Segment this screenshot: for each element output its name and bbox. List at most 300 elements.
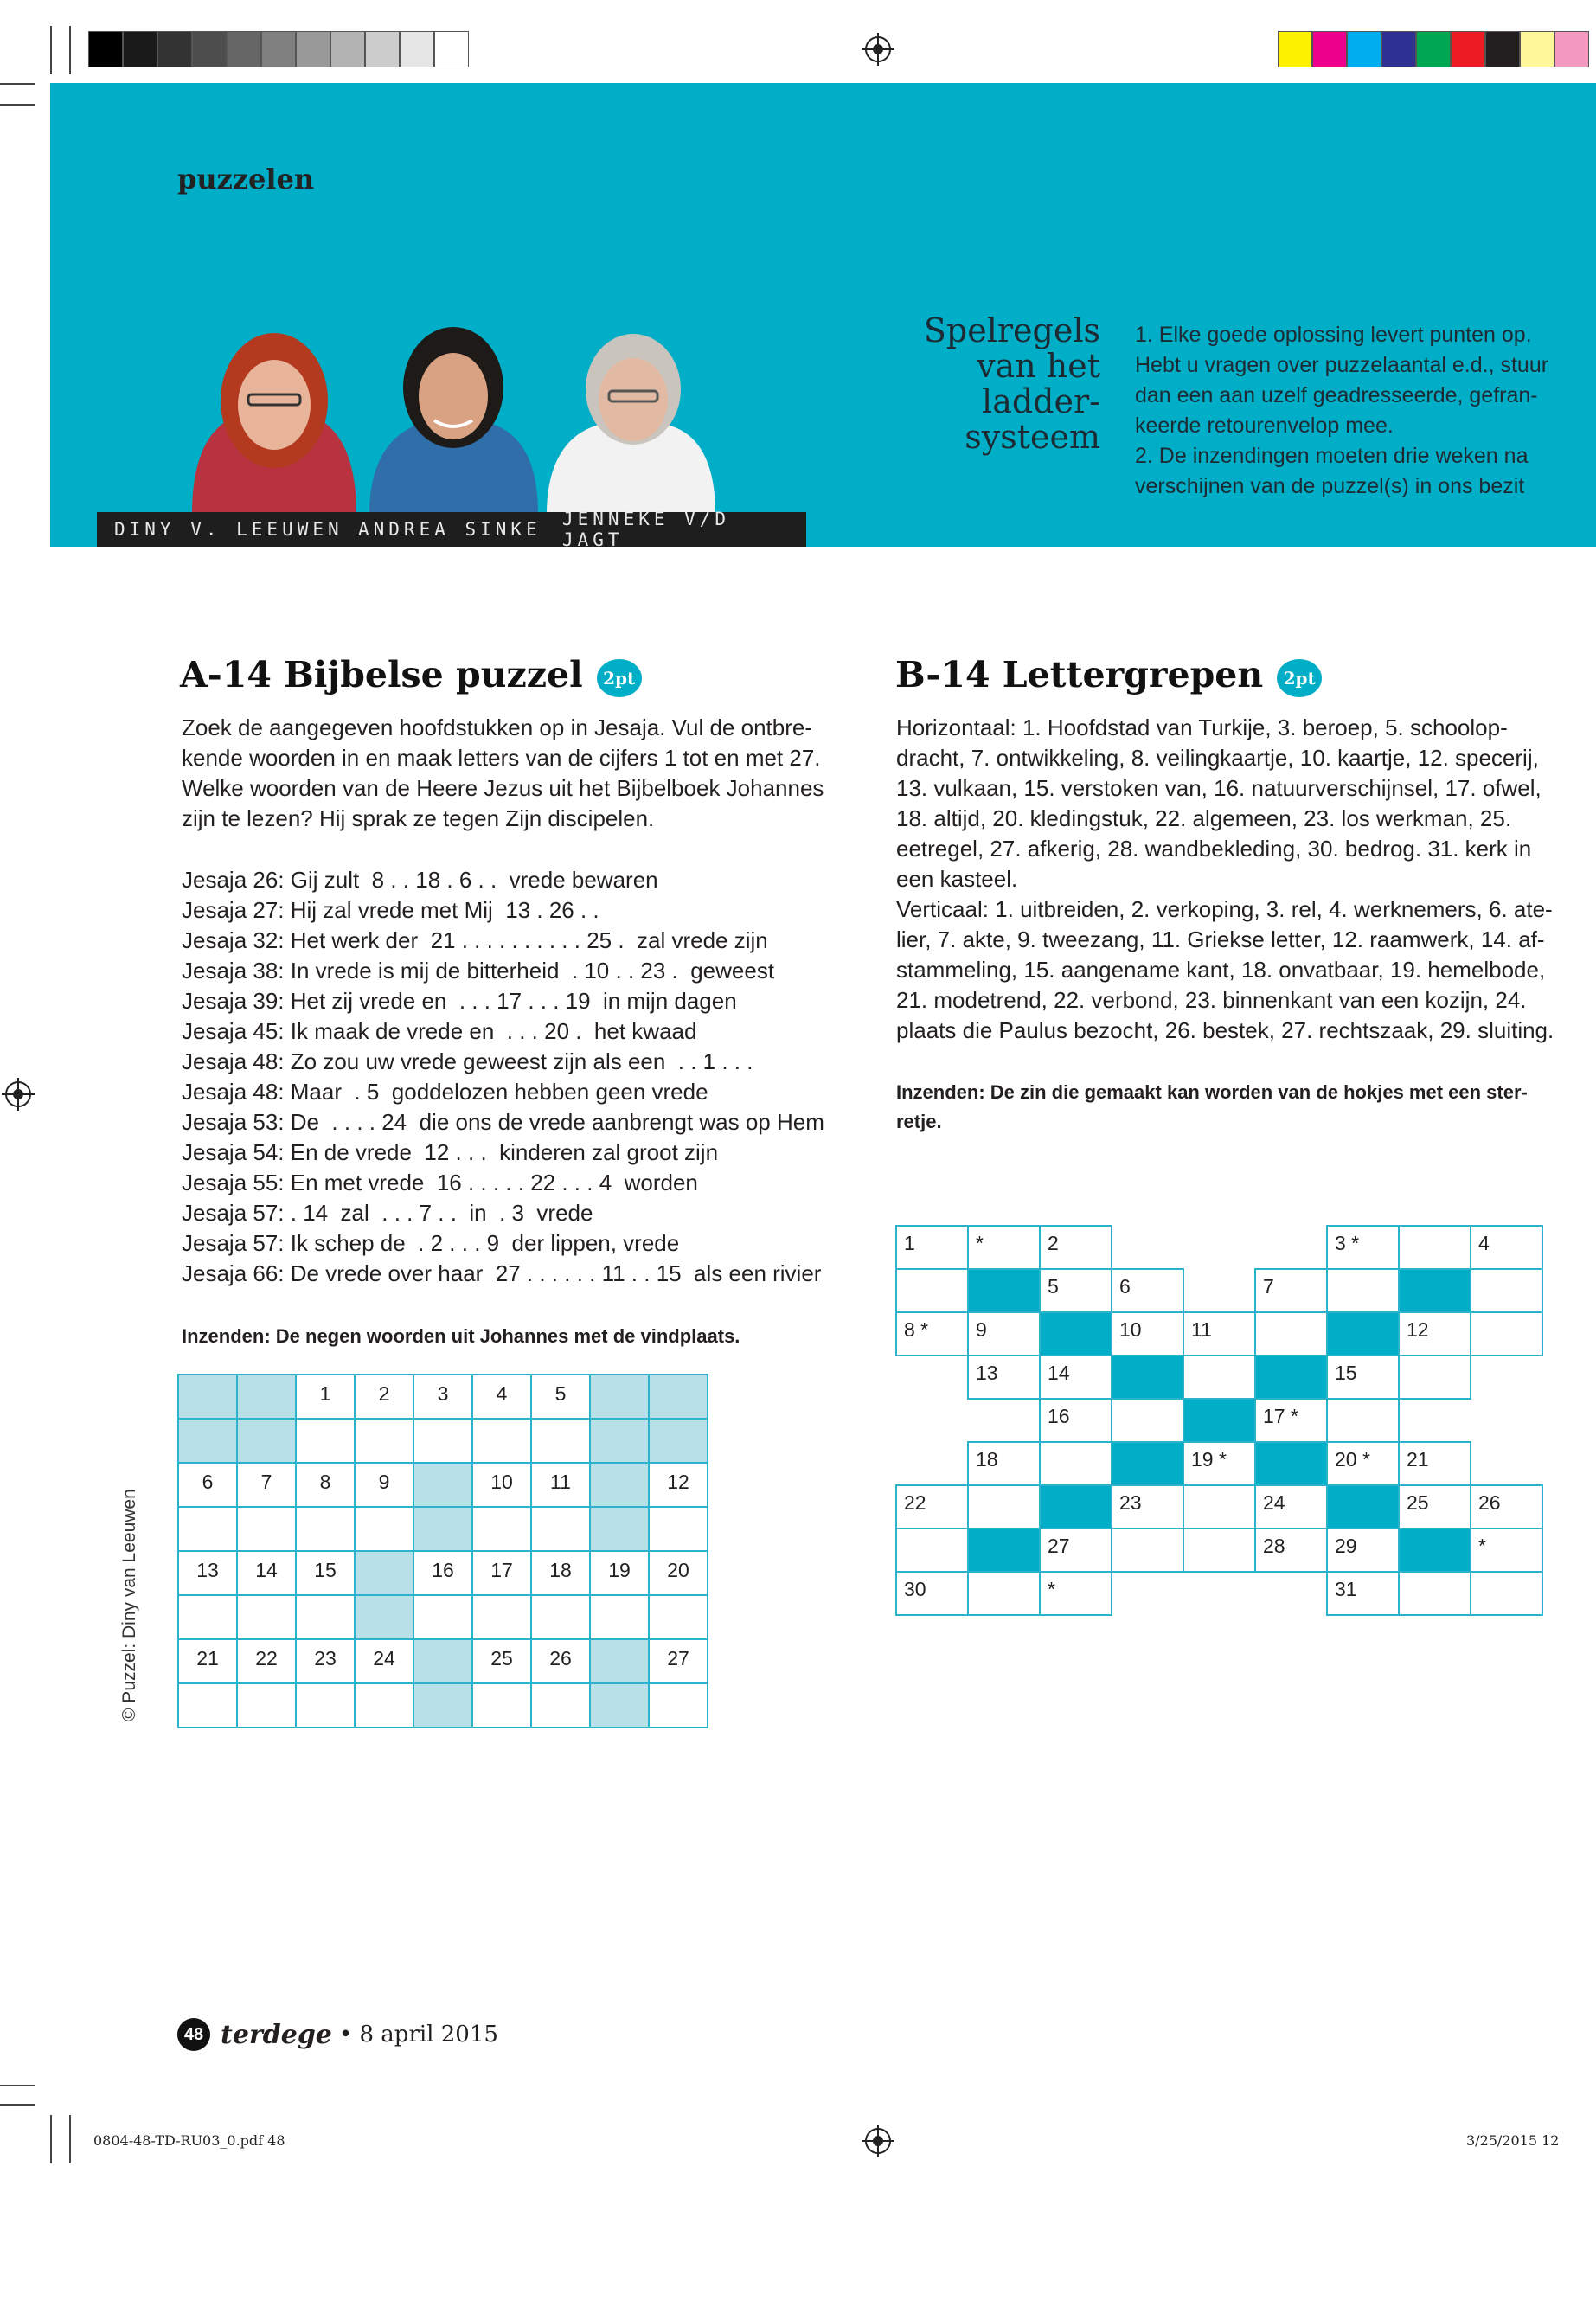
grid-cell[interactable] (1399, 1572, 1471, 1615)
grid-cell[interactable] (1255, 1269, 1327, 1312)
grid-cell[interactable] (178, 1463, 237, 1507)
cell-number: 13 (976, 1362, 998, 1384)
grid-cell[interactable] (1040, 1269, 1112, 1312)
color-swatch (123, 31, 157, 67)
print-slug-stamp: 3/25/2015 12 (1466, 2132, 1560, 2149)
grid-cell[interactable] (590, 1595, 649, 1639)
print-slug-file: 0804-48-TD-RU03_0.pdf 48 (93, 2132, 285, 2149)
grid-cell[interactable] (1040, 1529, 1112, 1572)
cell-number: 7 (1263, 1275, 1274, 1298)
color-swatch (434, 31, 469, 67)
portrait-jenneke (547, 334, 715, 514)
cell-number: * (976, 1232, 984, 1254)
grid-cell[interactable] (355, 1551, 413, 1595)
color-swatch (330, 31, 365, 67)
grid-cell[interactable] (296, 1419, 355, 1463)
cell-number: 16 (1048, 1405, 1070, 1427)
empty-space (1183, 1269, 1255, 1312)
grid-cell[interactable] (237, 1507, 296, 1551)
empty-space (1471, 1356, 1542, 1399)
grid-cell[interactable] (649, 1507, 708, 1551)
grid-cell[interactable] (531, 1551, 590, 1595)
color-swatch (1278, 31, 1312, 67)
grid-cell[interactable] (1327, 1269, 1399, 1312)
registration-mark-icon (5, 1081, 31, 1107)
grid-cell[interactable] (1399, 1312, 1471, 1356)
empty-space (1255, 1572, 1327, 1615)
grid-cell[interactable] (355, 1419, 413, 1463)
crop-mark (50, 26, 52, 74)
points-badge: 2pt (1277, 659, 1322, 697)
cell-number: 3 * (1335, 1232, 1360, 1254)
cell-number: 9 (976, 1318, 987, 1341)
blocked-cell (1327, 1485, 1399, 1529)
grid-cell[interactable] (178, 1639, 237, 1683)
grid-cell[interactable] (1183, 1529, 1255, 1572)
cell-number: 26 (549, 1647, 572, 1670)
photo-credit: © Puzzel: Diny van Leeuwen (119, 1489, 139, 1721)
grid-cell[interactable] (472, 1419, 531, 1463)
grid-cell[interactable] (178, 1551, 237, 1595)
grid-cell[interactable] (413, 1639, 472, 1683)
grid-cell[interactable] (531, 1419, 590, 1463)
grid-cell[interactable] (968, 1312, 1040, 1356)
color-swatch (1451, 31, 1485, 67)
grid-cell[interactable] (1183, 1442, 1255, 1485)
cell-number: 12 (1407, 1318, 1429, 1341)
grid-cell[interactable] (237, 1551, 296, 1595)
cell-number: 8 (319, 1471, 331, 1493)
grid-cell[interactable] (296, 1551, 355, 1595)
cell-number: 9 (378, 1471, 390, 1493)
cell-number: 11 (550, 1471, 571, 1493)
grid-cell[interactable] (649, 1595, 708, 1639)
grid-cell[interactable] (896, 1485, 968, 1529)
puzzle-b-grid (895, 1225, 1543, 1616)
grid-cell[interactable] (355, 1375, 413, 1419)
crop-mark (0, 2104, 35, 2106)
grid-cell[interactable] (237, 1595, 296, 1639)
grid-cell[interactable] (296, 1507, 355, 1551)
author-name: JENNEKE V/D JAGT (562, 509, 731, 550)
grid-cell[interactable] (1399, 1442, 1471, 1485)
blocked-cell (968, 1269, 1040, 1312)
empty-space (896, 1442, 968, 1485)
grid-cell[interactable] (355, 1639, 413, 1683)
clue-line: 13. vulkaan, 15. verstoken van, 16. natuurverschijnsel, 17. ofwel, (896, 775, 1542, 801)
grid-cell[interactable] (649, 1463, 708, 1507)
registration-mark-icon (865, 36, 891, 62)
blocked-cell (968, 1529, 1040, 1572)
clue-line: Jesaja 26: Gij zult 8 . . 18 . 6 . . vrede bewaren (182, 867, 658, 893)
grid-cell[interactable] (649, 1419, 708, 1463)
cell-number: 6 (1119, 1275, 1131, 1298)
cell-number: 2 (378, 1382, 390, 1405)
cell-number: 29 (1335, 1535, 1357, 1557)
empty-space (1112, 1226, 1183, 1269)
clue-line: Jesaja 57: Ik schep de . 2 . . . 9 der lippen, vrede (182, 1230, 680, 1256)
grid-cell[interactable] (413, 1375, 472, 1419)
puzzle-b-title: B-14 Lettergrepen 2pt (895, 654, 1322, 697)
crop-mark (0, 104, 35, 106)
clue-line: Jesaja 66: De vrede over haar 27 . . . . . . 11 . . 15 als een rivier (182, 1260, 822, 1286)
grid-cell[interactable] (968, 1485, 1040, 1529)
empty-space (968, 1399, 1040, 1442)
empty-space (896, 1399, 968, 1442)
cell-number: 5 (554, 1382, 567, 1405)
grid-cell[interactable] (178, 1375, 237, 1419)
grid-cell[interactable] (355, 1463, 413, 1507)
grid-cell[interactable] (296, 1683, 355, 1727)
cell-number: 30 (904, 1578, 926, 1600)
blocked-cell (1040, 1485, 1112, 1529)
cell-number: 5 (1048, 1275, 1059, 1298)
cell-number: 3 (437, 1382, 449, 1405)
grid-cell[interactable] (590, 1683, 649, 1727)
grid-cell[interactable] (1327, 1529, 1399, 1572)
cell-number: 31 (1335, 1578, 1357, 1600)
author-names-bar (97, 509, 806, 550)
empty-space (1471, 1442, 1542, 1485)
grid-cell[interactable] (896, 1529, 968, 1572)
empty-space (1471, 1399, 1542, 1442)
puzzle-a-submit: Inzenden: De negen woorden uit Johannes met de vindplaats. (182, 1325, 740, 1347)
grid-cell[interactable] (896, 1269, 968, 1312)
cell-number: 6 (202, 1471, 214, 1493)
grid-cell[interactable] (590, 1507, 649, 1551)
grid-cell[interactable] (896, 1226, 968, 1269)
grid-cell[interactable] (472, 1507, 531, 1551)
grid-cell[interactable] (1399, 1226, 1471, 1269)
puzzle-b-clues (896, 713, 1580, 1046)
cell-number: 16 (432, 1559, 454, 1581)
grid-cell[interactable] (413, 1419, 472, 1463)
grid-cell[interactable] (1112, 1399, 1183, 1442)
portrait-andrea (369, 327, 538, 514)
grid-cell[interactable] (472, 1463, 531, 1507)
empty-space (1399, 1399, 1471, 1442)
cell-number: 23 (314, 1647, 337, 1670)
cell-number: 14 (1048, 1362, 1070, 1384)
grid-cell[interactable] (413, 1551, 472, 1595)
cell-number: 25 (490, 1647, 513, 1670)
color-swatch (365, 31, 400, 67)
grid-cell[interactable] (531, 1507, 590, 1551)
clue-line: Jesaja 38: In vrede is mij de bitterheid . 10 . . 23 . geweest (182, 958, 775, 984)
cell-number: 19 (608, 1559, 631, 1581)
puzzle-a-clues (182, 865, 874, 1289)
cell-number: 22 (904, 1491, 926, 1514)
crop-mark (69, 26, 71, 74)
page-footer (177, 2018, 498, 2051)
cell-number: 10 (490, 1471, 513, 1493)
grid-cell[interactable] (590, 1639, 649, 1683)
grid-cell[interactable] (649, 1639, 708, 1683)
grid-cell[interactable] (968, 1442, 1040, 1485)
points-badge: 2pt (597, 659, 642, 697)
blocked-cell (1255, 1442, 1327, 1485)
cell-number: 18 (549, 1559, 572, 1581)
grid-cell[interactable] (472, 1375, 531, 1419)
cell-number: * (1048, 1578, 1055, 1600)
grid-cell[interactable] (1255, 1485, 1327, 1529)
cell-number: 11 (1191, 1318, 1212, 1341)
clue-line: 18. altijd, 20. kledingstuk, 22. algemeen, 23. los werkman, 25. (896, 805, 1512, 831)
grid-cell[interactable] (590, 1375, 649, 1419)
grid-cell[interactable] (237, 1375, 296, 1419)
color-swatch (192, 31, 227, 67)
grid-cell[interactable] (178, 1419, 237, 1463)
cell-number: 26 (1478, 1491, 1501, 1514)
grid-cell[interactable] (178, 1507, 237, 1551)
grid-cell[interactable] (1040, 1226, 1112, 1269)
grid-cell[interactable] (1327, 1226, 1399, 1269)
grid-cell[interactable] (1183, 1485, 1255, 1529)
grid-cell[interactable] (296, 1375, 355, 1419)
clue-line: Jesaja 45: Ik maak de vrede en . . . 20 . het kwaad (182, 1018, 697, 1044)
grid-cell[interactable] (1183, 1356, 1255, 1399)
blocked-cell (1327, 1312, 1399, 1356)
clue-line: eetregel, 27. afkerig, 28. wandbekleding, 30. bedrog. 31. kerk in (896, 836, 1532, 862)
empty-space (1255, 1226, 1327, 1269)
color-swatch (1347, 31, 1381, 67)
grid-cell[interactable] (355, 1595, 413, 1639)
blocked-cell (1112, 1442, 1183, 1485)
grid-cell[interactable] (296, 1639, 355, 1683)
grid-cell[interactable] (1399, 1356, 1471, 1399)
grid-cell[interactable] (1040, 1572, 1112, 1615)
clue-line: plaats die Paulus bezocht, 26. bestek, 27. rechtszaak, 29. sluiting. (896, 1017, 1554, 1043)
rules-title: Spelregels van het ladder- systeem (923, 311, 1100, 456)
grid-cell[interactable] (1112, 1529, 1183, 1572)
grid-cell[interactable] (968, 1356, 1040, 1399)
cell-number: 22 (255, 1647, 278, 1670)
grid-cell[interactable] (237, 1683, 296, 1727)
grid-cell[interactable] (178, 1683, 237, 1727)
rules-text: 1. Elke goede oplossing levert punten op. Hebt u vragen over puzzelaantal e.d., stuur dan een aan uzelf geadresseerde, gefran- keerde retourenvelop mee. 2. De inzendingen moeten drie weken na verschijnen van de puzzel(s) in ons bezit (1135, 323, 1549, 498)
clue-line: Jesaja 27: Hij zal vrede met Mij 13 . 26 . . (182, 897, 599, 923)
cell-number: 23 (1119, 1491, 1142, 1514)
clue-line: dracht, 7. ontwikkeling, 8. veilingkaartje, 10. kaartje, 12. specerij, (896, 745, 1539, 771)
puzzle-a-intro: Zoek de aangegeven hoofdstukken op in Jesaja. Vul de ontbre- kende woorden in en maak letters van de cijfers 1 tot en met 27. Welke woorden van de Heere Jezus uit het Bijbelboek Johannes zijn te lezen? Hij sprak ze tegen Zijn discipelen. (182, 715, 824, 831)
cell-number: 17 (490, 1559, 513, 1581)
empty-space (896, 1356, 968, 1399)
cell-number: 20 * (1335, 1448, 1370, 1471)
color-swatch (1485, 31, 1520, 67)
color-swatch (261, 31, 296, 67)
clue-line: lier, 7. akte, 9. tweezang, 11. Griekse letter, 12. raamwerk, 14. af- (896, 926, 1545, 952)
grid-cell[interactable] (968, 1572, 1040, 1615)
author-photos (183, 318, 720, 514)
grid-cell[interactable] (531, 1595, 590, 1639)
grid-cell[interactable] (472, 1595, 531, 1639)
color-swatch (296, 31, 330, 67)
grid-cell[interactable] (896, 1312, 968, 1356)
cell-number: 4 (496, 1382, 508, 1405)
cell-number: 1 (319, 1382, 331, 1405)
cell-number: * (1478, 1535, 1486, 1557)
clue-line: stammeling, 15. aangename kant, 18. onvatbaar, 19. hemelbode, (896, 957, 1546, 983)
grid-cell[interactable] (178, 1595, 237, 1639)
cell-number: 10 (1119, 1318, 1142, 1341)
color-swatch (1520, 31, 1554, 67)
clue-line: Jesaja 55: En met vrede 16 . . . . . 22 . . . 4 worden (182, 1170, 698, 1195)
clue-line: een kasteel. (896, 866, 1018, 892)
author-name: DINY V. LEEUWEN (114, 519, 343, 540)
grid-cell[interactable] (296, 1595, 355, 1639)
color-swatch (1312, 31, 1347, 67)
grid-cell[interactable] (413, 1463, 472, 1507)
grid-cell[interactable] (1327, 1442, 1399, 1485)
grid-cell[interactable] (531, 1683, 590, 1727)
grid-cell[interactable] (413, 1595, 472, 1639)
grid-cell[interactable] (590, 1419, 649, 1463)
grid-cell[interactable] (1471, 1226, 1542, 1269)
page-number: 48 (177, 2018, 210, 2051)
cell-number: 15 (314, 1559, 337, 1581)
issue-date: • 8 april 2015 (338, 2022, 498, 2048)
section-label: puzzelen (177, 163, 315, 195)
cell-number: 15 (1335, 1362, 1357, 1384)
clue-line: Jesaja 48: Maar . 5 goddelozen hebben geen vrede (182, 1079, 708, 1105)
color-swatch (1416, 31, 1451, 67)
cell-number: 19 * (1191, 1448, 1227, 1471)
grid-cell[interactable] (1040, 1356, 1112, 1399)
grid-cell[interactable] (1255, 1399, 1327, 1442)
grid-cell[interactable] (1112, 1485, 1183, 1529)
grid-cell[interactable] (1040, 1399, 1112, 1442)
cell-number: 20 (667, 1559, 689, 1581)
grid-cell[interactable] (237, 1639, 296, 1683)
portrait-diny (192, 333, 356, 514)
cell-number: 4 (1478, 1232, 1490, 1254)
cell-number: 25 (1407, 1491, 1429, 1514)
grid-cell[interactable] (413, 1507, 472, 1551)
crop-mark (0, 2085, 35, 2086)
color-swatch (1554, 31, 1589, 67)
grid-cell[interactable] (413, 1683, 472, 1727)
grid-cell[interactable] (649, 1551, 708, 1595)
clue-line: Jesaja 32: Het werk der 21 . . . . . . . . . . 25 . zal vrede zijn (182, 927, 768, 953)
cell-number: 21 (196, 1647, 219, 1670)
grid-cell[interactable] (1471, 1572, 1542, 1615)
grid-cell[interactable] (968, 1226, 1040, 1269)
magazine-logo: terdege (221, 2019, 332, 2050)
cell-number: 2 (1048, 1232, 1059, 1254)
grid-cell[interactable] (896, 1572, 968, 1615)
grid-cell[interactable] (649, 1683, 708, 1727)
grid-cell[interactable] (237, 1463, 296, 1507)
registration-mark-icon (865, 2128, 891, 2154)
grid-cell[interactable] (531, 1639, 590, 1683)
empty-space (1112, 1572, 1183, 1615)
crop-mark (0, 83, 35, 85)
clue-line: Jesaja 39: Het zij vrede en . . . 17 . . . 19 in mijn dagen (182, 988, 737, 1014)
clue-line: Verticaal: 1. uitbreiden, 2. verkoping, 3. rel, 4. werknemers, 6. ate- (896, 896, 1553, 922)
puzzle-a-title: A-14 Bijbelse puzzel 2pt (180, 654, 642, 697)
empty-space (1183, 1572, 1255, 1615)
color-swatch (157, 31, 192, 67)
crop-mark (50, 2115, 52, 2163)
grid-cell[interactable] (1327, 1399, 1399, 1442)
grid-cell[interactable] (1327, 1572, 1399, 1615)
grid-cell[interactable] (355, 1683, 413, 1727)
blocked-cell (1255, 1356, 1327, 1399)
empty-space (1183, 1226, 1255, 1269)
cell-number: 24 (1263, 1491, 1285, 1514)
cell-number: 8 * (904, 1318, 929, 1341)
color-swatch (88, 31, 123, 67)
cell-number: 1 (904, 1232, 915, 1254)
grid-cell[interactable] (531, 1375, 590, 1419)
grid-cell[interactable] (1471, 1269, 1542, 1312)
cell-number: 13 (196, 1559, 219, 1581)
clue-line: Jesaja 57: . 14 zal . . . 7 . . in . 3 vrede (182, 1200, 593, 1226)
grid-cell[interactable] (1183, 1312, 1255, 1356)
grid-cell[interactable] (1255, 1312, 1327, 1356)
grid-cell[interactable] (237, 1419, 296, 1463)
puzzle-b-submit: Inzenden: De zin die gemaakt kan worden van de hokjes met een ster- retje. (896, 1081, 1528, 1132)
cell-number: 12 (667, 1471, 689, 1493)
author-name: ANDREA SINKE (358, 519, 542, 540)
grid-cell[interactable] (472, 1551, 531, 1595)
grid-cell[interactable] (296, 1463, 355, 1507)
cell-number: 21 (1407, 1448, 1429, 1471)
color-swatch (400, 31, 434, 67)
grid-cell[interactable] (649, 1375, 708, 1419)
grid-cell[interactable] (590, 1463, 649, 1507)
clue-line: 21. modetrend, 22. verbond, 23. binnenkant van een kozijn, 24. (896, 987, 1527, 1013)
grid-cell[interactable] (472, 1683, 531, 1727)
cell-number: 27 (667, 1647, 689, 1670)
process-color-bar (1278, 31, 1589, 67)
grid-cell[interactable] (1112, 1269, 1183, 1312)
clue-line: Jesaja 53: De . . . . 24 die ons de vrede aanbrengt was op Hem (182, 1109, 824, 1135)
grid-cell[interactable] (531, 1463, 590, 1507)
cell-number: 24 (373, 1647, 395, 1670)
grid-cell[interactable] (1112, 1312, 1183, 1356)
cell-number: 18 (976, 1448, 998, 1471)
grid-cell[interactable] (472, 1639, 531, 1683)
cell-number: 7 (260, 1471, 272, 1493)
clue-line: Horizontaal: 1. Hoofdstad van Turkije, 3. beroep, 5. schoolop- (896, 715, 1508, 740)
color-swatch (227, 31, 261, 67)
grayscale-color-bar (88, 31, 469, 67)
clue-line: Jesaja 48: Zo zou uw vrede geweest zijn als een . . 1 . . . (182, 1048, 753, 1074)
grid-cell[interactable] (1255, 1529, 1327, 1572)
grid-cell[interactable] (1471, 1485, 1542, 1529)
color-swatch (1381, 31, 1416, 67)
clue-line: Jesaja 54: En de vrede 12 . . . kinderen zal groot zijn (182, 1139, 719, 1165)
blocked-cell (1112, 1356, 1183, 1399)
crop-mark (69, 2115, 71, 2163)
grid-cell[interactable] (1399, 1485, 1471, 1529)
grid-cell[interactable] (1471, 1312, 1542, 1356)
cell-number: 17 * (1263, 1405, 1298, 1427)
grid-cell[interactable] (1040, 1442, 1112, 1485)
grid-cell[interactable] (355, 1507, 413, 1551)
grid-cell[interactable] (1471, 1529, 1542, 1572)
cell-number: 28 (1263, 1535, 1285, 1557)
grid-cell[interactable] (590, 1551, 649, 1595)
blocked-cell (1040, 1312, 1112, 1356)
blocked-cell (1399, 1269, 1471, 1312)
blocked-cell (1183, 1399, 1255, 1442)
grid-cell[interactable] (1327, 1356, 1399, 1399)
cell-number: 14 (255, 1559, 278, 1581)
cell-number: 27 (1048, 1535, 1070, 1557)
blocked-cell (1399, 1529, 1471, 1572)
